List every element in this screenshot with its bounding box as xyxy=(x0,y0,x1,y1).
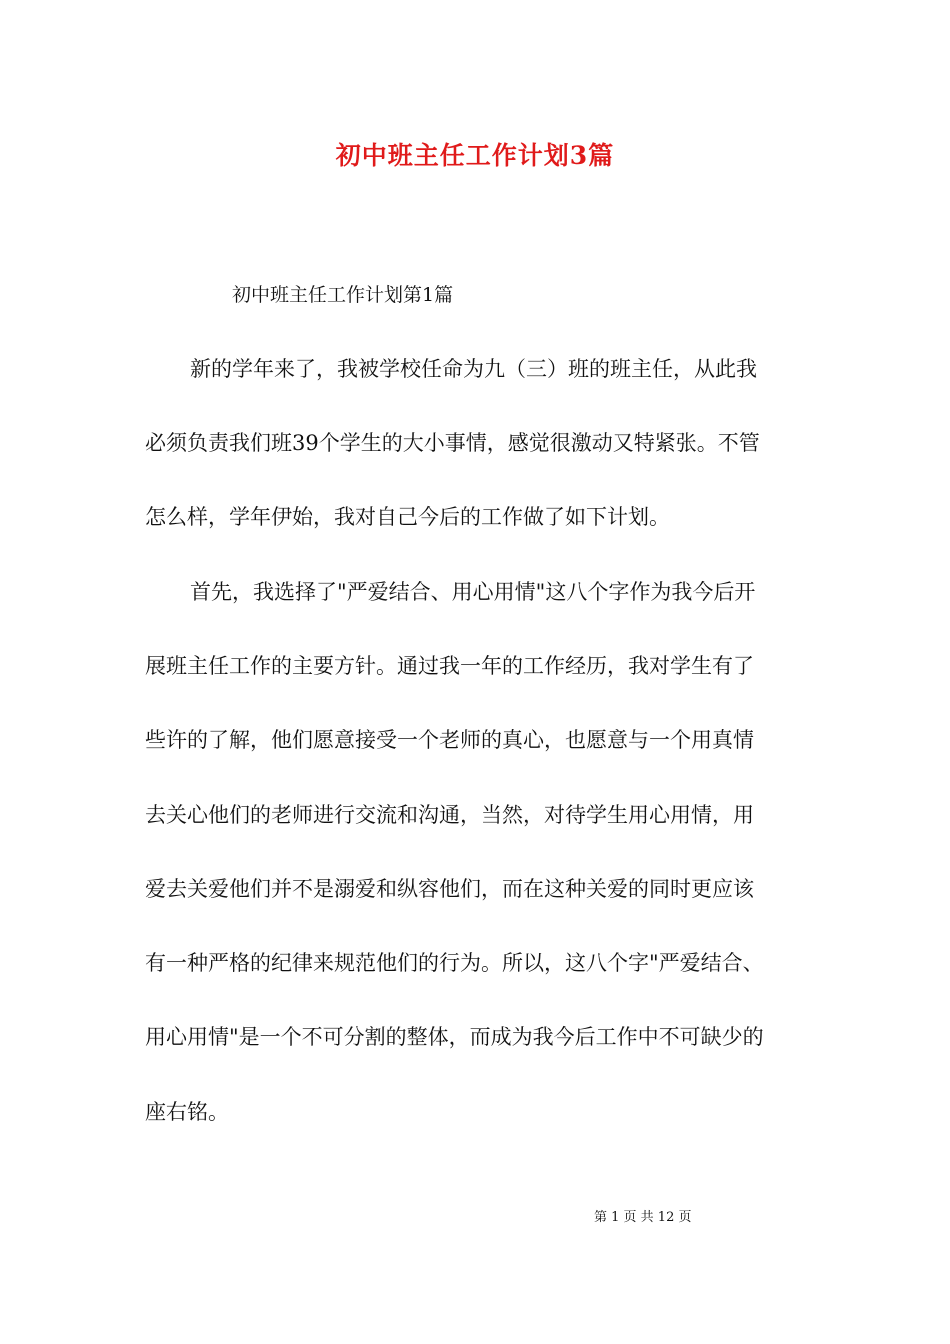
paragraph-line: 有一种严格的纪律来规范他们的行为。所以，这八个字"严爱结合、 xyxy=(145,951,764,975)
page-footer: 第 1 页 共 12 页 xyxy=(594,1210,692,1225)
document-title: 初中班主任工作计划3篇 xyxy=(335,141,615,170)
paragraph-line: 些许的了解，他们愿意接受一个老师的真心，也愿意与一个用真情 xyxy=(145,728,754,752)
paragraph-line: 去关心他们的老师进行交流和沟通，当然，对待学生用心用情，用 xyxy=(145,803,754,827)
paragraph-line: 新的学年来了，我被学校任命为九（三）班的班主任，从此我 xyxy=(190,357,757,381)
paragraph-line: 爱去关爱他们并不是溺爱和纵容他们，而在这种关爱的同时更应该 xyxy=(145,877,754,901)
paragraph-line: 座右铭。 xyxy=(145,1100,229,1124)
paragraph-line: 首先，我选择了"严爱结合、用心用情"这八个字作为我今后开 xyxy=(190,580,756,604)
section-heading: 初中班主任工作计划第1篇 xyxy=(232,284,454,306)
paragraph-line: 必须负责我们班39个学生的大小事情，感觉很激动又特紧张。不管 xyxy=(145,431,760,455)
paragraph-line: 展班主任工作的主要方针。通过我一年的工作经历，我对学生有了 xyxy=(145,654,754,678)
paragraph-line: 怎么样，学年伊始，我对自己今后的工作做了如下计划。 xyxy=(145,505,670,529)
paragraph-line: 用心用情"是一个不可分割的整体，而成为我今后工作中不可缺少的 xyxy=(145,1025,764,1049)
